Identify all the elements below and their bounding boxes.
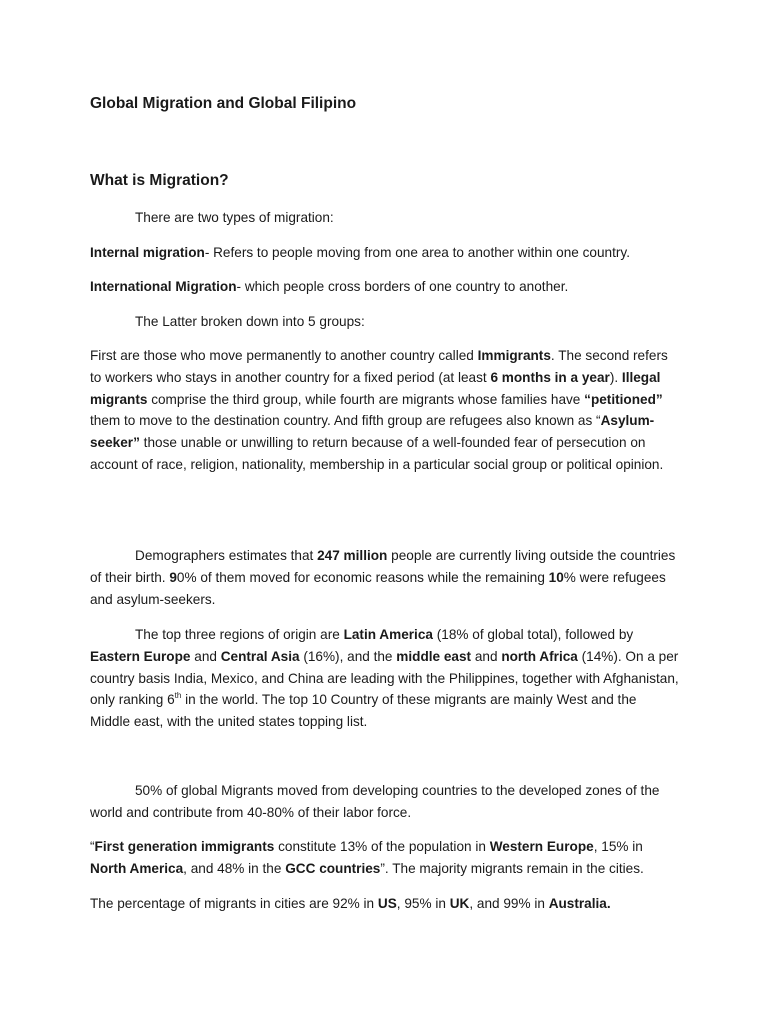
international-migration-paragraph	[90, 276, 680, 298]
superscript-run: th	[174, 691, 182, 701]
demographers-paragraph	[90, 545, 680, 610]
text-run: , and 48% in the	[183, 860, 286, 876]
text-run: , 15% in	[593, 839, 643, 854]
bold-run: “petitioned”	[584, 391, 663, 407]
text-run: ”. The majority migrants remain in the cities.	[380, 860, 644, 876]
international-migration-term: International Migration	[90, 279, 237, 294]
bold-run: UK	[449, 896, 470, 911]
international-migration-text: - which people cross borders of one country to another.	[236, 279, 569, 294]
text-run: Demographers estimates that	[135, 548, 318, 563]
text-run: . The second refers to workers who stays in another country for a fixed period (at least	[90, 348, 668, 385]
text-run: % were refugees and asylum-seekers.	[90, 569, 666, 607]
text-run: people are currently living outside the countries of their birth.	[90, 548, 676, 585]
text-run: (14%). On a per country basis India, Mexico, and China are leading with the Philippines, together with Afghanistan, only ranking 6	[90, 648, 679, 708]
text-run: (18% of global total), followed by	[432, 627, 634, 642]
document-title: Global Migration and Global Filipino	[90, 95, 357, 112]
internal-migration-text: - Refers to people moving from one area to another within one country.	[204, 245, 630, 260]
text-run: and	[471, 648, 502, 664]
latter-paragraph: The Latter broken down into 5 groups:	[135, 314, 365, 329]
internal-migration-paragraph	[90, 242, 680, 264]
bold-run: North America	[90, 860, 184, 876]
bold-run: Western Europe	[489, 839, 594, 854]
regions-paragraph	[90, 624, 680, 733]
text-run: First are those who move permanently to another country called	[90, 348, 478, 363]
text-run: The percentage of migrants in cities are 92% in	[90, 896, 378, 911]
bold-run: Australia.	[548, 896, 611, 911]
bold-run: north Africa	[501, 648, 578, 664]
text-run: them to move to the destination country. And fifth group are refugees also known as “	[90, 413, 601, 429]
bold-run: Immigrants	[477, 348, 551, 363]
bold-run: US	[377, 896, 397, 911]
developing-countries-paragraph: 50% of global Migrants moved from developing countries to the developed zones of the world and contribute from 40-80% of their labor force.	[90, 783, 660, 820]
text-run: constitute 13% of the population in	[274, 839, 490, 854]
bold-run: First generation immigrants	[94, 839, 275, 854]
bold-run: Asylum-seeker”	[90, 413, 655, 451]
bold-run: Central Asia	[220, 648, 300, 664]
section-heading: What is Migration?	[90, 172, 229, 189]
text-run: The top three regions of origin are	[135, 627, 344, 642]
bold-run: middle east	[396, 648, 472, 664]
bold-run: GCC countries	[285, 860, 381, 876]
text-run: ).	[609, 369, 622, 385]
text-run: and	[190, 648, 221, 664]
first-generation-paragraph	[90, 836, 680, 880]
text-run: “	[90, 839, 95, 854]
internal-migration-term: Internal migration	[90, 245, 205, 260]
bold-run: Illegal migrants	[90, 369, 661, 407]
bold-run: 247 million	[317, 548, 388, 563]
bold-run: Latin America	[343, 627, 433, 642]
cities-paragraph	[90, 893, 680, 915]
intro-paragraph: There are two types of migration:	[135, 210, 334, 225]
text-run: comprise the third group, while fourth are migrants whose families have	[147, 391, 585, 407]
groups-paragraph	[90, 345, 680, 476]
bold-run: 10	[548, 569, 564, 585]
text-run: those unable or unwilling to return because of a well-founded fear of persecution on account of race, religion, nationality, membership in a particular social group or political opinion.	[90, 435, 664, 472]
text-run: , and 99% in	[469, 896, 549, 911]
text-run: in the world. The top 10 Country of these migrants are mainly West and the Middle east, with the united states topping list.	[90, 692, 637, 730]
bold-run: 9	[169, 569, 177, 585]
text-run: , 95% in	[396, 896, 450, 911]
text-run: 0% of them moved for economic reasons while the remaining	[176, 569, 549, 585]
bold-run: Eastern Europe	[90, 648, 191, 664]
text-run: (16%), and the	[299, 648, 397, 664]
bold-run: 6 months in a year	[490, 369, 610, 385]
